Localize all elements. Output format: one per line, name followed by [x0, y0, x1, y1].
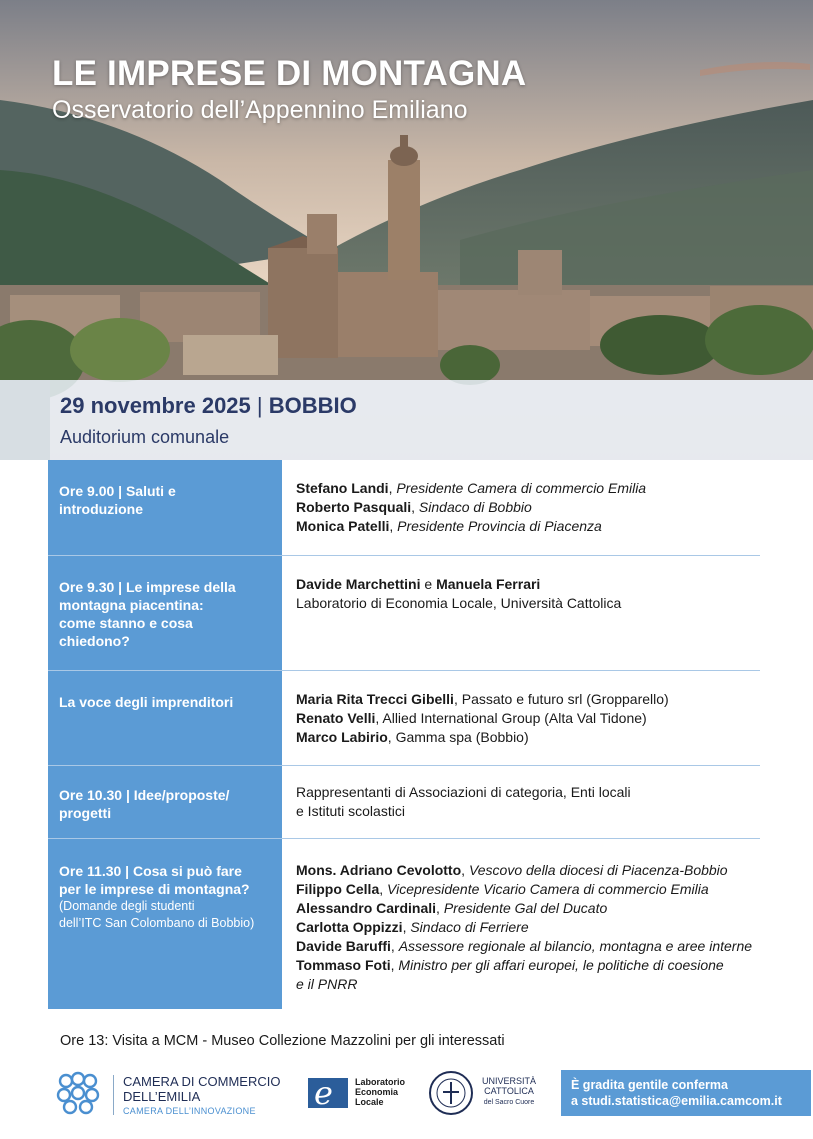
date-band: [0, 380, 813, 460]
speaker-role: Vicepresidente Vicario Camera di commercio Emilia: [387, 881, 709, 897]
speaker-name: Mons. Adriano Cevolotto: [296, 862, 462, 878]
schedule-speakers: [296, 839, 760, 994]
event-venue: Auditorium comunale: [60, 427, 230, 447]
page-title: LE IMPRESE DI MONTAGNA: [52, 54, 527, 93]
speaker-name: Alessandro Cardinali: [296, 900, 437, 916]
speaker-role: Assessore regionale al bilancio, montagna e aree interne: [398, 938, 753, 954]
conjunction: e: [424, 576, 433, 592]
event-date: 29 novembre 2025: [60, 393, 251, 418]
speaker-name: Renato Velli: [296, 710, 376, 726]
schedule-row: [48, 460, 760, 556]
speaker-role-continued: e il PNRR: [296, 976, 358, 992]
speaker-org: Passato e futuro srl (Gropparello): [461, 691, 669, 707]
slot-title: La voce degli imprenditori: [59, 694, 234, 710]
universita-cattolica-name: UNIVERSITÀ CATTOLICA del Sacro Cuore: [482, 1076, 537, 1106]
speaker-role: Presidente Provincia di Piacenza: [397, 518, 602, 534]
slot-title: progetti: [59, 805, 112, 821]
speaker-line: Marco Labirio, Gamma spa (Bobbio): [296, 729, 529, 745]
slot-title: introduzione: [59, 501, 143, 517]
speaker-name: Monica Patelli: [296, 518, 390, 534]
schedule-row: [48, 839, 760, 1009]
slot-title: montagna piacentina:: [59, 597, 204, 613]
speaker-name: Maria Rita Trecci Gibelli: [296, 691, 454, 707]
schedule-slot: [48, 671, 282, 765]
camera-commercio-tagline: CAMERA DELL’INNOVAZIONE: [123, 1106, 256, 1116]
speaker-line: [296, 575, 760, 594]
speaker-role: Presidente Gal del Ducato: [443, 900, 608, 916]
speaker-line: Carlotta Oppizzi, Sindaco di Ferriere: [296, 919, 529, 935]
speaker-name: Manuela Ferrari: [436, 576, 541, 592]
speaker-line: Roberto Pasquali, Sindaco di Bobbio: [296, 499, 532, 515]
page-subtitle: Osservatorio dell’Appennino Emiliano: [52, 96, 468, 124]
speaker-name: Stefano Landi: [296, 480, 389, 496]
speaker-line: Filippo Cella, Vicepresidente Vicario Camera di commercio Emilia: [296, 881, 709, 897]
date-separator: |: [256, 393, 263, 418]
laboratorio-economia-locale-logo-icon: [306, 1072, 350, 1112]
slot-note: (Domande degli studenti: [59, 899, 195, 913]
schedule-speakers: [296, 556, 760, 613]
slot-title: Ore 9.00 | Saluti e: [59, 483, 176, 499]
speaker-line: Davide Baruffi, Assessore regionale al bilancio, montagna e aree interne: [296, 938, 753, 954]
slot-title: Ore 10.30 | Idee/proposte/: [59, 787, 230, 803]
universita-cattolica-seal-icon: [428, 1070, 474, 1116]
speaker-name: Filippo Cella: [296, 881, 380, 897]
svg-text:e: e: [314, 1074, 333, 1112]
logo-divider: [113, 1075, 114, 1115]
event-city: BOBBIO: [268, 393, 357, 418]
event-date-line: [60, 393, 357, 419]
speaker-line: Rappresentanti di Associazioni di categoria, Enti locali: [296, 784, 631, 800]
speaker-org: Gamma spa (Bobbio): [395, 729, 529, 745]
speaker-name: Davide Baruffi: [296, 938, 391, 954]
slot-title: come stanno e cosa: [59, 615, 193, 631]
speaker-name: Roberto Pasquali: [296, 499, 412, 515]
schedule-speakers: [296, 766, 760, 821]
slot-title: Ore 9.30 | Le imprese della: [59, 579, 236, 595]
speaker-role: Presidente Camera di commercio Emilia: [396, 480, 647, 496]
slot-note: dell’ITC San Colombano di Bobbio): [59, 916, 255, 930]
speaker-line: Mons. Adriano Cevolotto, Vescovo della diocesi di Piacenza-Bobbio: [296, 862, 728, 878]
speaker-name: Davide Marchettini: [296, 576, 421, 592]
schedule-slot: [48, 839, 282, 1009]
speaker-affiliation: Laboratorio di Economia Locale, Università Cattolica: [296, 595, 622, 611]
slot-title: per le imprese di montagna?: [59, 881, 250, 897]
schedule-row: [48, 671, 760, 766]
schedule-table: [48, 460, 760, 1009]
rsvp-box: [561, 1070, 811, 1116]
schedule-speakers: [296, 460, 760, 536]
museum-visit-note: Ore 13: Visita a MCM - Museo Collezione Mazzolini per gli interessati: [60, 1033, 505, 1049]
speaker-org: Allied International Group (Alta Val Tidone): [382, 710, 647, 726]
speaker-name: Carlotta Oppizzi: [296, 919, 403, 935]
speaker-line: Maria Rita Trecci Gibelli, Passato e futuro srl (Gropparello): [296, 691, 669, 707]
schedule-slot: [48, 556, 282, 670]
speaker-line: Tommaso Foti, Ministro per gli affari europei, le politiche di coesione: [296, 957, 724, 973]
footer: [0, 1063, 813, 1139]
schedule-speakers: [296, 671, 760, 747]
rsvp-text: È gradita gentile conferma: [571, 1078, 728, 1092]
slot-title: chiedono?: [59, 633, 130, 649]
speaker-role: Sindaco di Bobbio: [418, 499, 532, 515]
speaker-role: Ministro per gli affari europei, le politiche di coesione: [398, 957, 724, 973]
schedule-row: [48, 556, 760, 671]
slot-title: Ore 11.30 | Cosa si può fare: [59, 863, 242, 879]
schedule-slot: [48, 460, 282, 555]
speaker-line: e Istituti scolastici: [296, 803, 405, 819]
speaker-line: Renato Velli, Allied International Group (Alta Val Tidone): [296, 710, 647, 726]
speaker-name: Tommaso Foti: [296, 957, 391, 973]
speaker-line: Stefano Landi, Presidente Camera di commercio Emilia: [296, 480, 647, 496]
speaker-role: Sindaco di Ferriere: [410, 919, 529, 935]
speaker-line: Monica Patelli, Presidente Provincia di Piacenza: [296, 518, 602, 534]
camera-commercio-logo-icon: [54, 1071, 102, 1115]
schedule-row: [48, 766, 760, 839]
speaker-role: Vescovo della diocesi di Piacenza-Bobbio: [468, 862, 728, 878]
rsvp-email-link[interactable]: a studi.statistica@emilia.camcom.it: [571, 1094, 782, 1108]
speaker-line: Alessandro Cardinali, Presidente Gal del Ducato: [296, 900, 608, 916]
speaker-name: Marco Labirio: [296, 729, 388, 745]
laboratorio-economia-locale-name: Laboratorio Economia Locale: [355, 1077, 406, 1107]
schedule-slot: [48, 766, 282, 838]
camera-commercio-name: CAMERA DI COMMERCIO DELL’EMILIA: [123, 1074, 281, 1104]
